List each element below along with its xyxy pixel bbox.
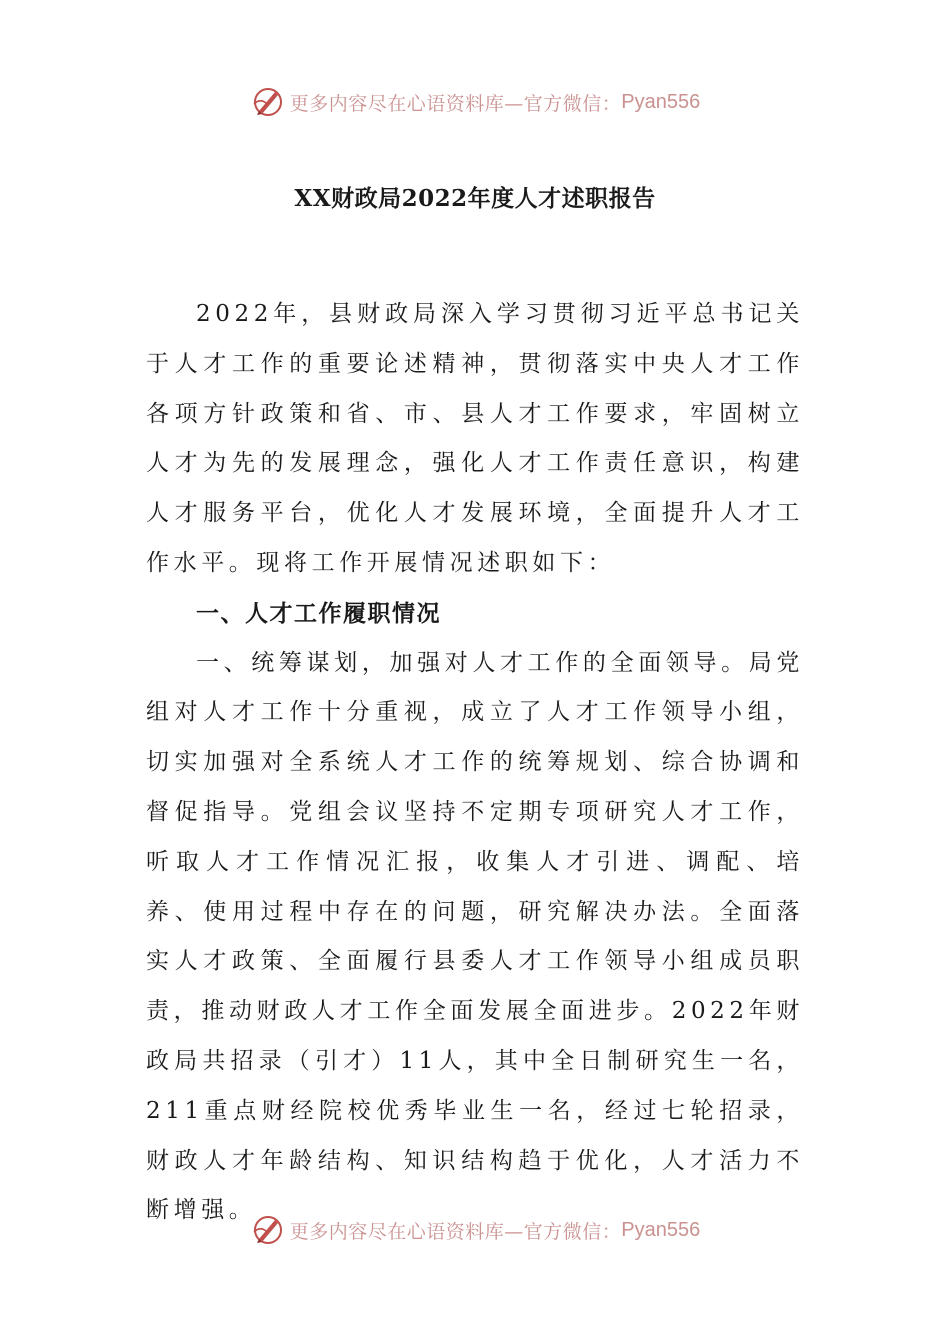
pen-in-circle-icon (250, 1212, 286, 1248)
document-body (146, 290, 804, 1236)
footer-watermark-banner (0, 1210, 950, 1250)
section-paragraph: 一、统筹谋划，加强对人才工作的全面领导。局党组对人才工作十分重视，成立了人才工作领导小组，切实加强对全系统人才工作的统筹规划、综合协调和督促指导。党组会议坚持不定期专项研究人才工作，听取人才工作情况汇报，收集人才引进、调配、培养、使用过程中存在的问题，研究解决办法。全面落实人才政策、全面履行县委人才工作领导小组成员职责，推动财政人才工作全面发展全面进步。2022年财政局共招录（引才）11人，其中全日制研究生一名，211重点财经院校优秀毕业生一名，经过七轮招录，财政人才年龄结构、知识结构趋于优化，人才活力不断增强。 (146, 649, 804, 1224)
section-heading: 一、人才工作履职情况 (196, 599, 441, 627)
document-title: XX财政局2022年度人才述职报告 (294, 185, 656, 212)
watermark-text: 更多内容尽在心语资料库—官方微信： (289, 1220, 622, 1243)
watermark-text: 更多内容尽在心语资料库—官方微信： (289, 92, 622, 115)
header-watermark-banner (0, 82, 950, 122)
pen-in-circle-icon (250, 84, 286, 120)
wechat-id: Pyan556 (621, 90, 701, 113)
intro-paragraph: 2022年，县财政局深入学习贯彻习近平总书记关于人才工作的重要论述精神，贯彻落实中央人才工作各项方针政策和省、市、县人才工作要求，牢固树立人才为先的发展理念，强化人才工作责任意识，构建人才服务平台，优化人才发展环境，全面提升人才工作水平。现将工作开展情况述职如下： (146, 301, 804, 576)
wechat-id: Pyan556 (621, 1218, 701, 1241)
